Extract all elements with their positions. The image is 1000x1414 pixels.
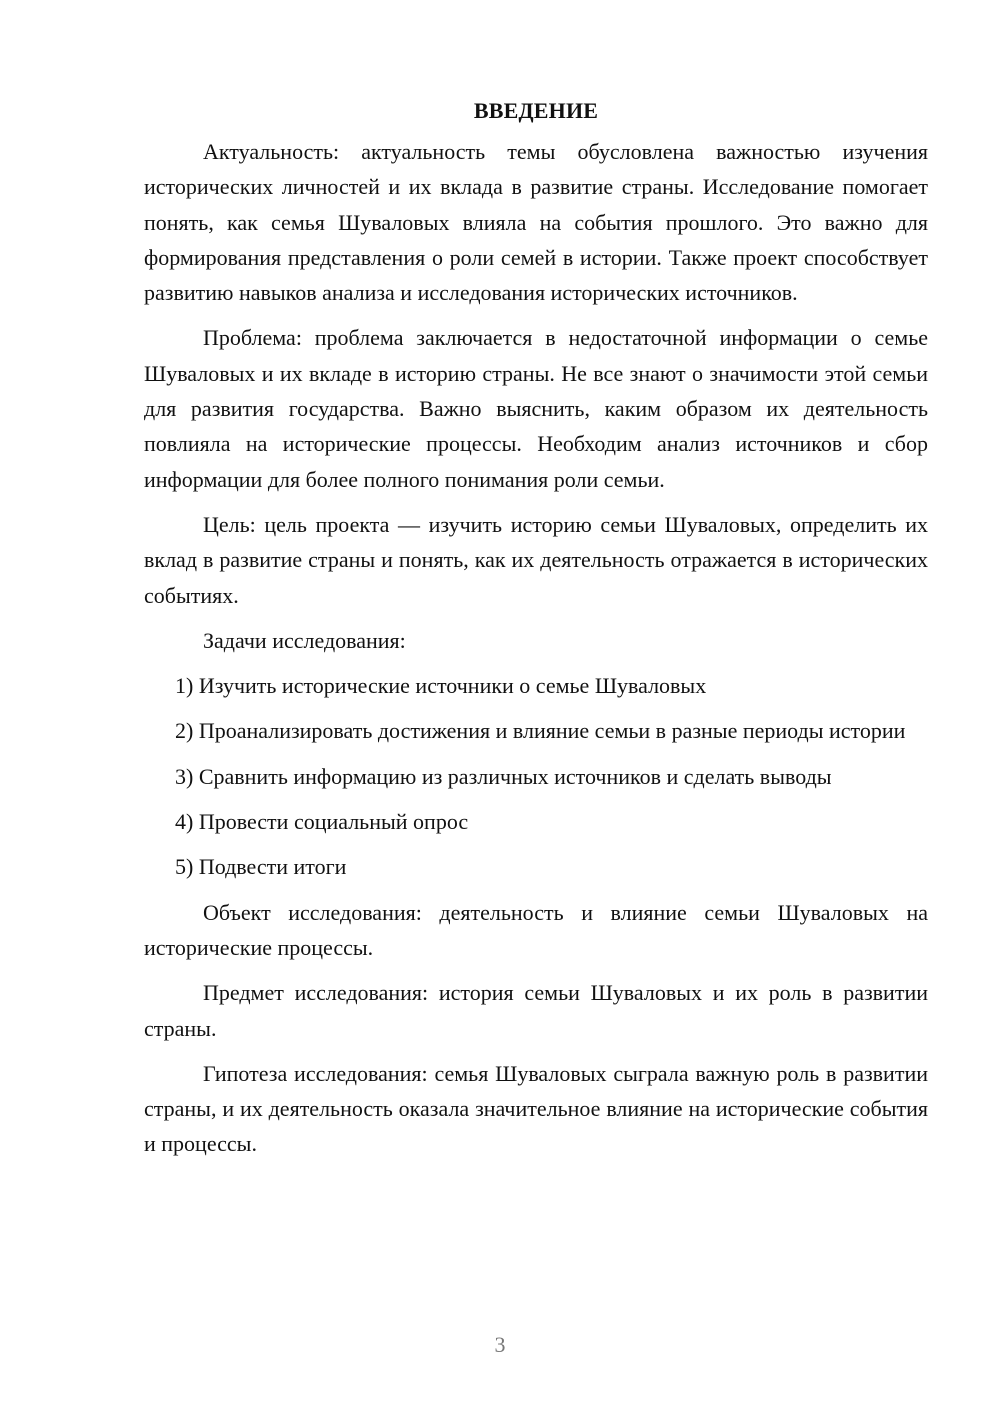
page-title: ВВЕДЕНИЕ: [473, 98, 599, 123]
goal-paragraph: Цель: цель проекта — изучить историю семьи Шуваловых, определить их вклад в развитие страны и понять, как их деятельность отражается в исторических событиях.: [144, 511, 928, 608]
task-item-1: 1) Изучить исторические источники о семье Шуваловых: [175, 673, 707, 699]
page-number: 3: [494, 1332, 506, 1357]
hypothesis-paragraph: Гипотеза исследования: семья Шуваловых сыграла важную роль в развитии страны, и их деятельность оказала значительное влияние на исторические события и процессы.: [144, 1060, 928, 1157]
relevance-paragraph: Актуальность: актуальность темы обусловлена важностью изучения исторических личностей и их вклада в развитие страны. Исследование помогает понять, как семья Шуваловых влияла на события прошлого. Это важно для формирования представления о роли семей в истории. Также проект способствует развитию навыков анализа и исследования исторических источников.: [144, 139, 928, 306]
tasks-heading: Задачи исследования:: [203, 627, 406, 653]
page-content: [144, 94, 928, 1172]
task-item-4: 4) Провести социальный опрос: [175, 809, 469, 835]
problem-paragraph: Проблема: проблема заключается в недостаточной информации о семье Шуваловых и их вкладе в историю страны. Не все знают о значимости этой семьи для развития государства. Важно выяснить, каким образом их деятельность повлияла на исторические процессы. Необходим анализ источников и сбор информации для более полного понимания роли семьи.: [144, 325, 928, 492]
task-item-3: 3) Сравнить информацию из различных источников и сделать выводы: [175, 763, 832, 789]
task-item-2: 2) Проанализировать достижения и влияние семьи в разные периоды истории: [175, 718, 906, 744]
task-item-5: 5) Подвести итоги: [175, 854, 347, 880]
object-paragraph: Объект исследования: деятельность и влияние семьи Шуваловых на исторические процессы.: [144, 899, 928, 960]
subject-paragraph: Предмет исследования: история семьи Шуваловых и их роль в развитии страны.: [144, 980, 928, 1041]
